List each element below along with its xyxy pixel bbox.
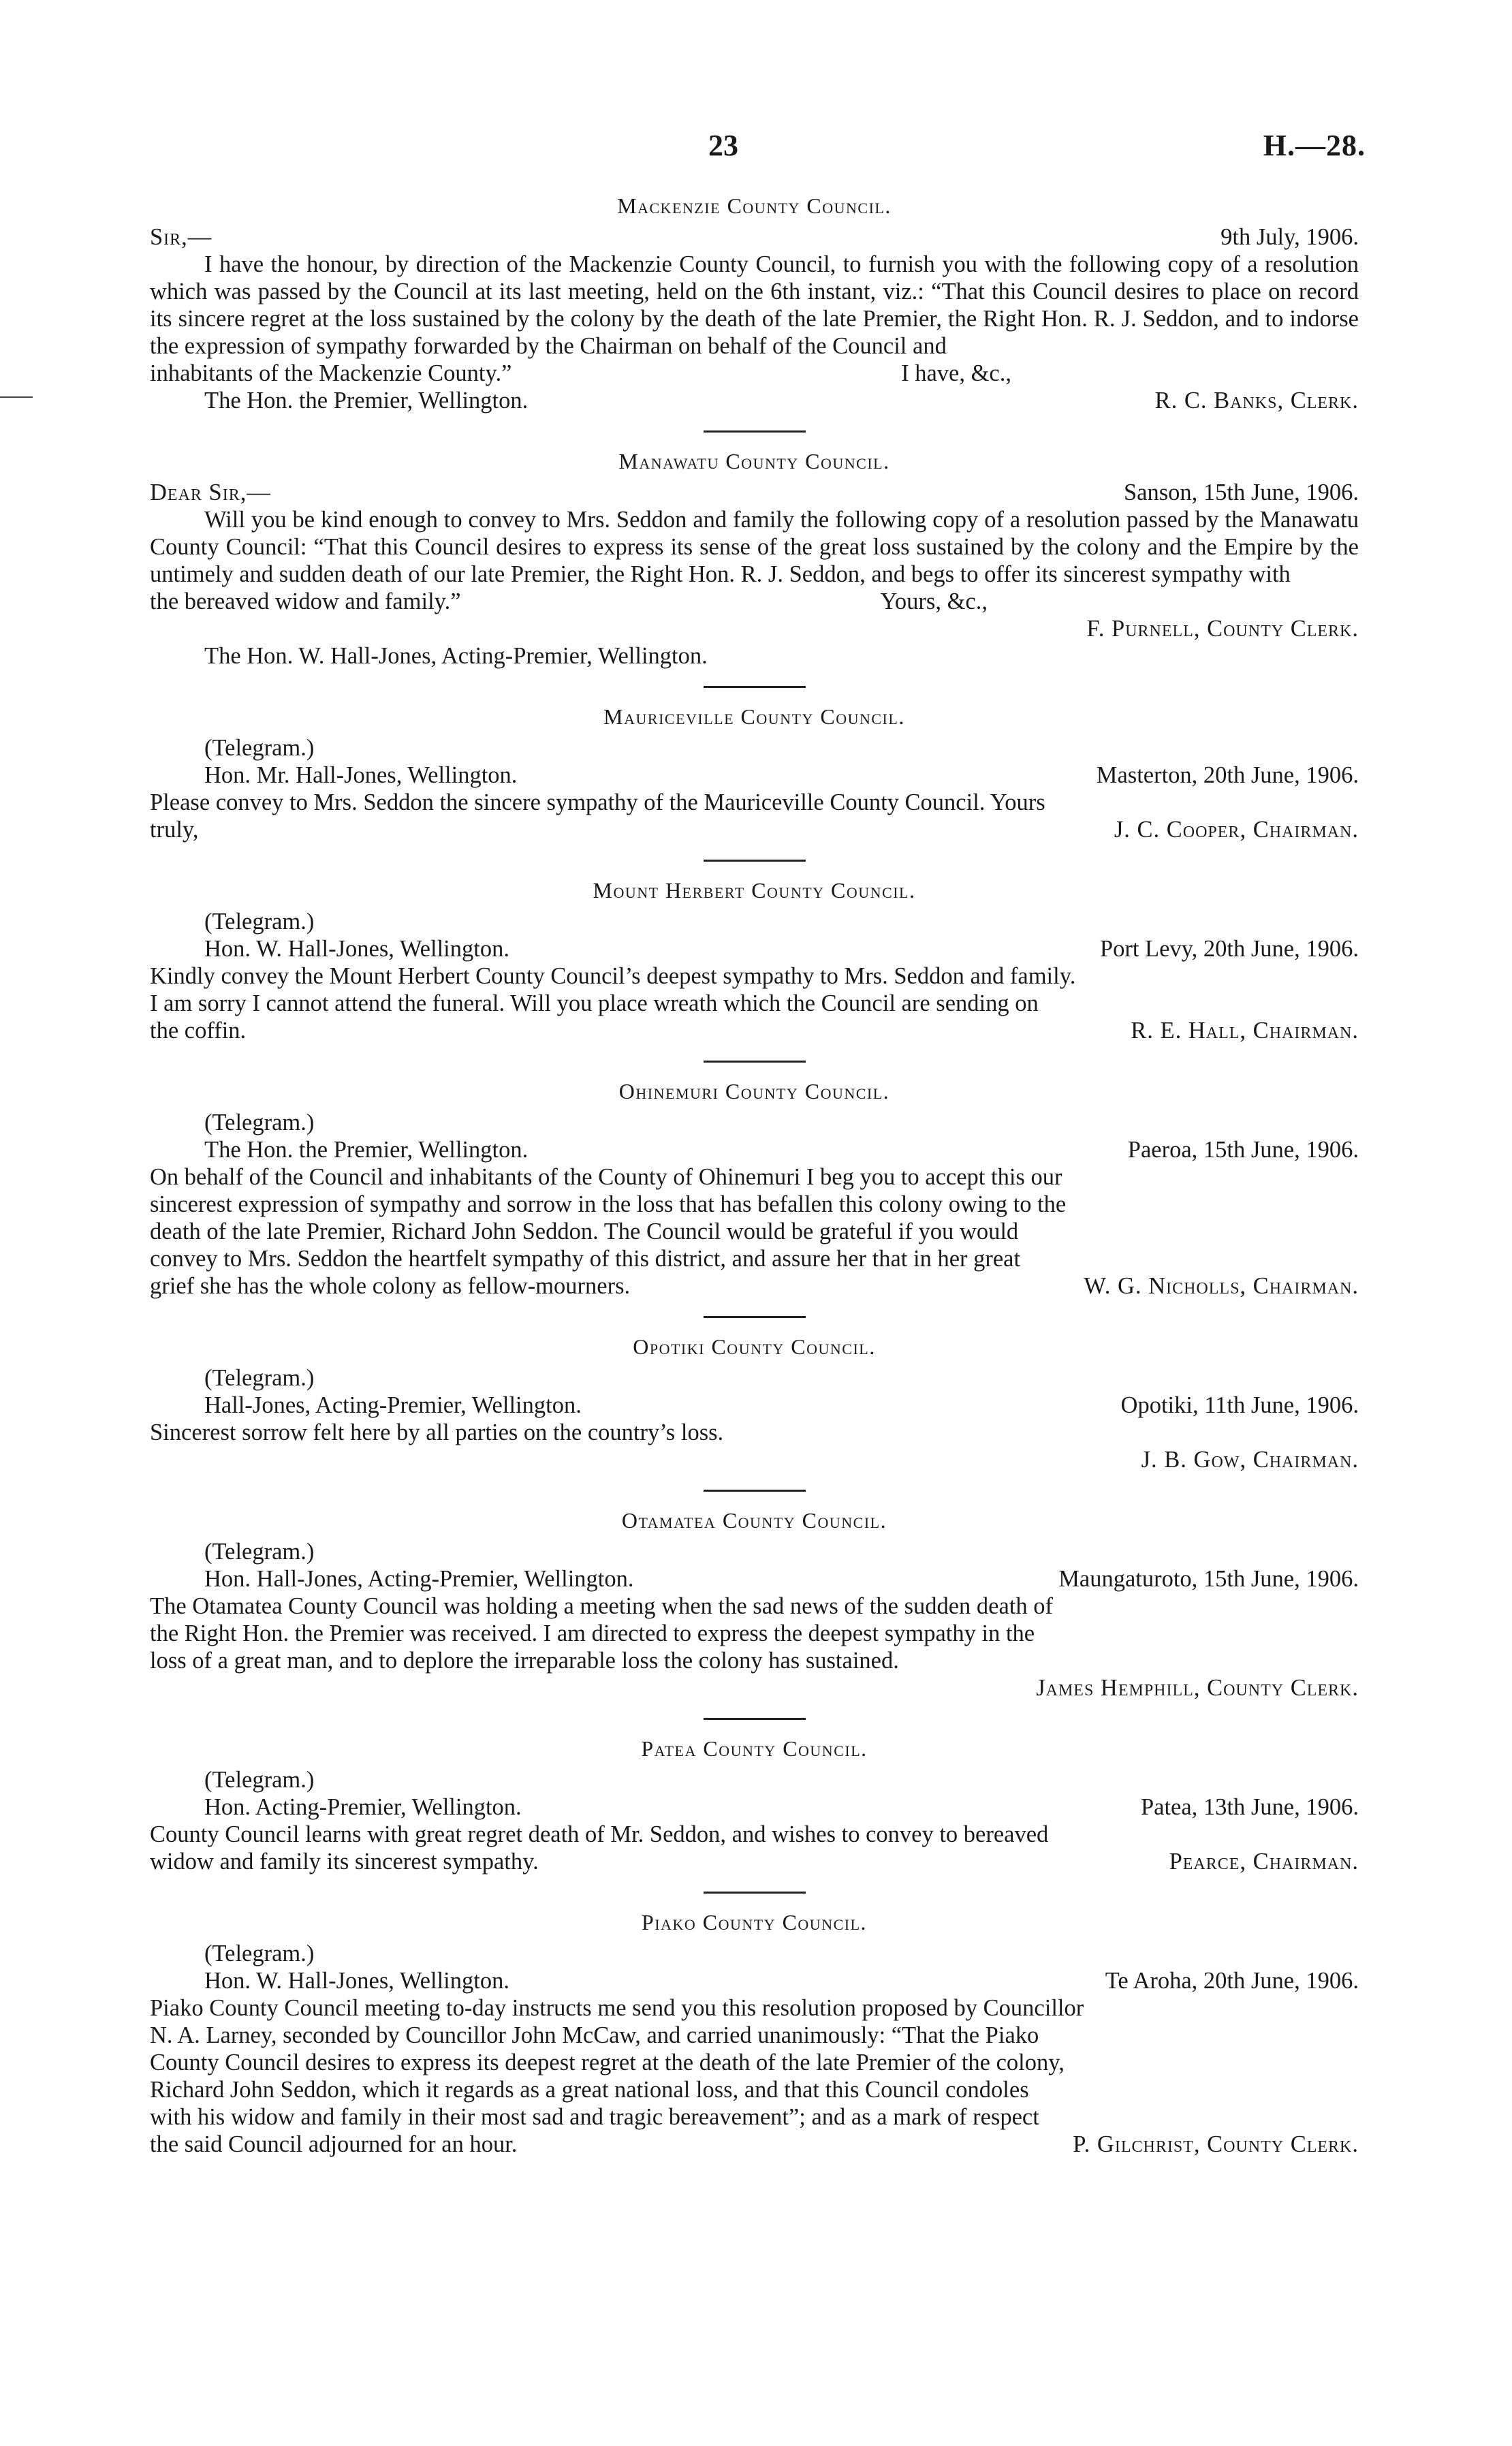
salutation: Sir,— bbox=[150, 224, 212, 250]
margin-mark bbox=[0, 396, 33, 398]
telegram-label: (Telegram.) bbox=[204, 1110, 315, 1135]
body-line: the bereaved widow and family.” bbox=[150, 589, 461, 614]
address-row bbox=[150, 1392, 1359, 1419]
telegram-label: (Telegram.) bbox=[204, 735, 315, 761]
address-row bbox=[150, 762, 1359, 789]
body-line: inhabitants of the Mackenzie County.” bbox=[150, 360, 512, 386]
body-line: indorse the expression of sympathy forwarded by the Chairman on behalf of the Council and bbox=[150, 306, 1359, 359]
section-patea bbox=[150, 1735, 1359, 1875]
body-line: sense of the great loss sustained by the colony and the Empire by the untimely and sudden death bbox=[150, 534, 1359, 587]
body-line: N. A. Larney, seconded by Councillor John McCaw, and carried unanimously: “That the Piako bbox=[150, 2022, 1039, 2048]
signature-row bbox=[150, 816, 1359, 843]
body-line: On behalf of the Council and inhabitants of the County of Ohinemuri I beg you to accept this our bbox=[150, 1164, 1062, 1190]
section-heading: Ohinemuri County Council. bbox=[618, 1079, 890, 1103]
section-heading: Manawatu County Council. bbox=[618, 449, 890, 473]
telegram-label: (Telegram.) bbox=[204, 1767, 315, 1793]
signature: P. Gilchrist, County Clerk. bbox=[1073, 2131, 1359, 2157]
body-line: Kindly convey the Mount Herbert County Council’s deepest sympathy to Mrs. Seddon and family. bbox=[150, 963, 1076, 989]
body-line: widow and family its sincerest sympathy. bbox=[150, 1849, 539, 1875]
addressee: Hon. W. Hall-Jones, Wellington. bbox=[204, 936, 509, 962]
section-heading: Mount Herbert County Council. bbox=[593, 878, 916, 903]
section-divider bbox=[704, 1718, 806, 1720]
addressee: Hall-Jones, Acting-Premier, Wellington. bbox=[204, 1392, 582, 1418]
section-heading: Piako County Council. bbox=[641, 1910, 868, 1934]
section-divider bbox=[704, 1490, 806, 1492]
salutation-row bbox=[150, 223, 1359, 251]
body-line: Sincerest sorrow felt here by all parties on the country’s loss. bbox=[150, 1420, 724, 1445]
closing-row bbox=[150, 360, 1359, 387]
section-mauriceville bbox=[150, 703, 1359, 843]
body-line: I have the honour, by direction of the Mackenzie County Council, to furnish you with bbox=[204, 251, 1034, 277]
section-heading: Patea County Council. bbox=[641, 1736, 868, 1761]
signature: F. Purnell, County Clerk. bbox=[1086, 616, 1359, 642]
body-line: County Council desires to express its deepest regret at the death of the late Premier of the colony, bbox=[150, 2050, 1065, 2075]
letter-date: 9th July, 1906. bbox=[1220, 224, 1359, 250]
section-heading: Opotiki County Council. bbox=[633, 1334, 876, 1359]
telegram-date: Patea, 13th June, 1906. bbox=[1140, 1794, 1359, 1820]
signature-row bbox=[150, 1017, 1359, 1044]
addressee: Hon. Acting-Premier, Wellington. bbox=[204, 1794, 522, 1820]
section-mackenzie bbox=[150, 192, 1359, 414]
body-line: Piako County Council meeting to-day instructs me send you this resolution proposed by Councillor bbox=[150, 1995, 1084, 2021]
signature: J. C. Cooper, Chairman. bbox=[1114, 817, 1359, 843]
body-line: The Otamatea County Council was holding a meeting when the sad news of the sudden death of bbox=[150, 1593, 1054, 1619]
section-divider bbox=[704, 1061, 806, 1063]
address-row bbox=[150, 1793, 1359, 1821]
telegram-label: (Telegram.) bbox=[204, 909, 315, 935]
body-line: the coffin. bbox=[150, 1018, 247, 1044]
addressee: The Hon. W. Hall-Jones, Acting-Premier, Wellington. bbox=[204, 643, 708, 669]
body-line: sustained by the colony by the death of the late Premier, the Right Hon. R. J. Seddon, and to bbox=[412, 306, 1290, 332]
addressee: Hon. Hall-Jones, Acting-Premier, Wellington. bbox=[204, 1566, 634, 1592]
telegram-label: (Telegram.) bbox=[204, 1941, 315, 1966]
addressee: Hon. W. Hall-Jones, Wellington. bbox=[204, 1968, 509, 1994]
page-number: 23 bbox=[708, 129, 738, 162]
body-line: death of the late Premier, Richard John Seddon. The Council would be grateful if you would bbox=[150, 1219, 1019, 1244]
body-line: of our late Premier, the Right Hon. R. J. Seddon, and begs to offer its sincerest sympathy with bbox=[408, 561, 1291, 587]
body-line: truly, bbox=[150, 817, 199, 843]
body-line: resolution passed by the Manawatu County Council: “That this Council desires to express its bbox=[150, 507, 1359, 560]
telegram-date: Masterton, 20th June, 1906. bbox=[1096, 762, 1359, 788]
closing-row bbox=[150, 588, 1359, 615]
signature: R. E. Hall, Chairman. bbox=[1131, 1018, 1359, 1044]
telegram-label: (Telegram.) bbox=[204, 1365, 315, 1391]
signature: Pearce, Chairman. bbox=[1169, 1849, 1359, 1875]
letter-body bbox=[150, 506, 1359, 588]
section-mount-herbert bbox=[150, 877, 1359, 1044]
section-divider bbox=[704, 1892, 806, 1894]
salutation: Dear Sir,— bbox=[150, 480, 271, 505]
body-line: Richard John Seddon, which it regards as a great national loss, and that this Council condoles bbox=[150, 2077, 1029, 2103]
body-line: the said Council adjourned for an hour. bbox=[150, 2131, 518, 2157]
address-row bbox=[150, 1565, 1359, 1593]
body-line: convey to Mrs. Seddon the heartfelt sympathy of this district, and assure her that in her great bbox=[150, 1246, 1021, 1272]
section-opotiki bbox=[150, 1333, 1359, 1473]
section-heading: Mauriceville County Council. bbox=[603, 704, 905, 729]
signature: James Hemphill, County Clerk. bbox=[1036, 1675, 1359, 1701]
addressee: The Hon. the Premier, Wellington. bbox=[204, 1137, 529, 1163]
signature: R. C. Banks, Clerk. bbox=[1154, 388, 1359, 413]
salutation-row bbox=[150, 479, 1359, 506]
body-line: loss of a great man, and to deplore the irreparable loss the colony has sustained. bbox=[150, 1648, 899, 1674]
telegram-date: Te Aroha, 20th June, 1906. bbox=[1105, 1968, 1359, 1994]
telegram-date: Paeroa, 15th June, 1906. bbox=[1127, 1137, 1359, 1163]
letter-date: Sanson, 15th June, 1906. bbox=[1124, 480, 1359, 505]
addressee: The Hon. the Premier, Wellington. bbox=[204, 388, 529, 413]
signature-row bbox=[150, 2131, 1359, 2158]
address-row bbox=[150, 1967, 1359, 1994]
body-line: the Right Hon. the Premier was received. I am directed to express the deepest sympathy in the bbox=[150, 1620, 1035, 1646]
body-line: the following copy of a resolution which was passed by the Council at its last meeting, held on bbox=[150, 251, 1359, 304]
letter-body bbox=[150, 251, 1359, 360]
closing: Yours, &c., bbox=[880, 589, 988, 614]
signature: W. G. Nicholls, Chairman. bbox=[1084, 1273, 1359, 1299]
signature: J. B. Gow, Chairman. bbox=[1141, 1447, 1359, 1473]
page-content bbox=[150, 192, 1359, 2158]
document-reference: H.—28. bbox=[1263, 129, 1366, 162]
signature-row bbox=[150, 387, 1359, 414]
section-divider bbox=[704, 860, 806, 862]
telegram-label: (Telegram.) bbox=[204, 1539, 315, 1565]
section-divider bbox=[704, 430, 806, 433]
section-heading: Otamatea County Council. bbox=[621, 1508, 887, 1533]
section-divider bbox=[704, 1316, 806, 1318]
body-line: sincerest expression of sympathy and sorrow in the loss that has befallen this colony owing to the bbox=[150, 1191, 1067, 1217]
section-ohinemuri bbox=[150, 1078, 1359, 1300]
body-line: Will you be kind enough to convey to Mrs. Seddon and family the following copy of a bbox=[204, 507, 1027, 533]
body-line: with his widow and family in their most sad and tragic bereavement”; and as a mark of respect bbox=[150, 2104, 1039, 2130]
telegram-date: Maungaturoto, 15th June, 1906. bbox=[1058, 1566, 1359, 1592]
body-line: the 6th instant, viz.: “That this Council desires to place on record its sincere regret at the loss bbox=[150, 279, 1359, 332]
closing: I have, &c., bbox=[901, 360, 1011, 386]
section-otamatea bbox=[150, 1507, 1359, 1702]
body-line: Please convey to Mrs. Seddon the sincere sympathy of the Mauriceville County Council. Yours bbox=[150, 789, 1045, 815]
section-heading: Mackenzie County Council. bbox=[617, 193, 892, 218]
body-line: County Council learns with great regret death of Mr. Seddon, and wishes to convey to bereaved bbox=[150, 1821, 1049, 1847]
body-line: grief she has the whole colony as fellow-mourners. bbox=[150, 1273, 631, 1299]
section-piako bbox=[150, 1909, 1359, 2158]
section-manawatu bbox=[150, 448, 1359, 670]
body-line: I am sorry I cannot attend the funeral. Will you place wreath which the Council are sending on bbox=[150, 990, 1039, 1016]
signature-row bbox=[150, 1848, 1359, 1875]
section-divider bbox=[704, 686, 806, 688]
telegram-date: Port Levy, 20th June, 1906. bbox=[1099, 936, 1359, 962]
address-row bbox=[150, 1136, 1359, 1163]
telegram-date: Opotiki, 11th June, 1906. bbox=[1120, 1392, 1359, 1418]
signature-row bbox=[150, 1272, 1359, 1300]
addressee: Hon. Mr. Hall-Jones, Wellington. bbox=[204, 762, 518, 788]
address-row bbox=[150, 935, 1359, 962]
